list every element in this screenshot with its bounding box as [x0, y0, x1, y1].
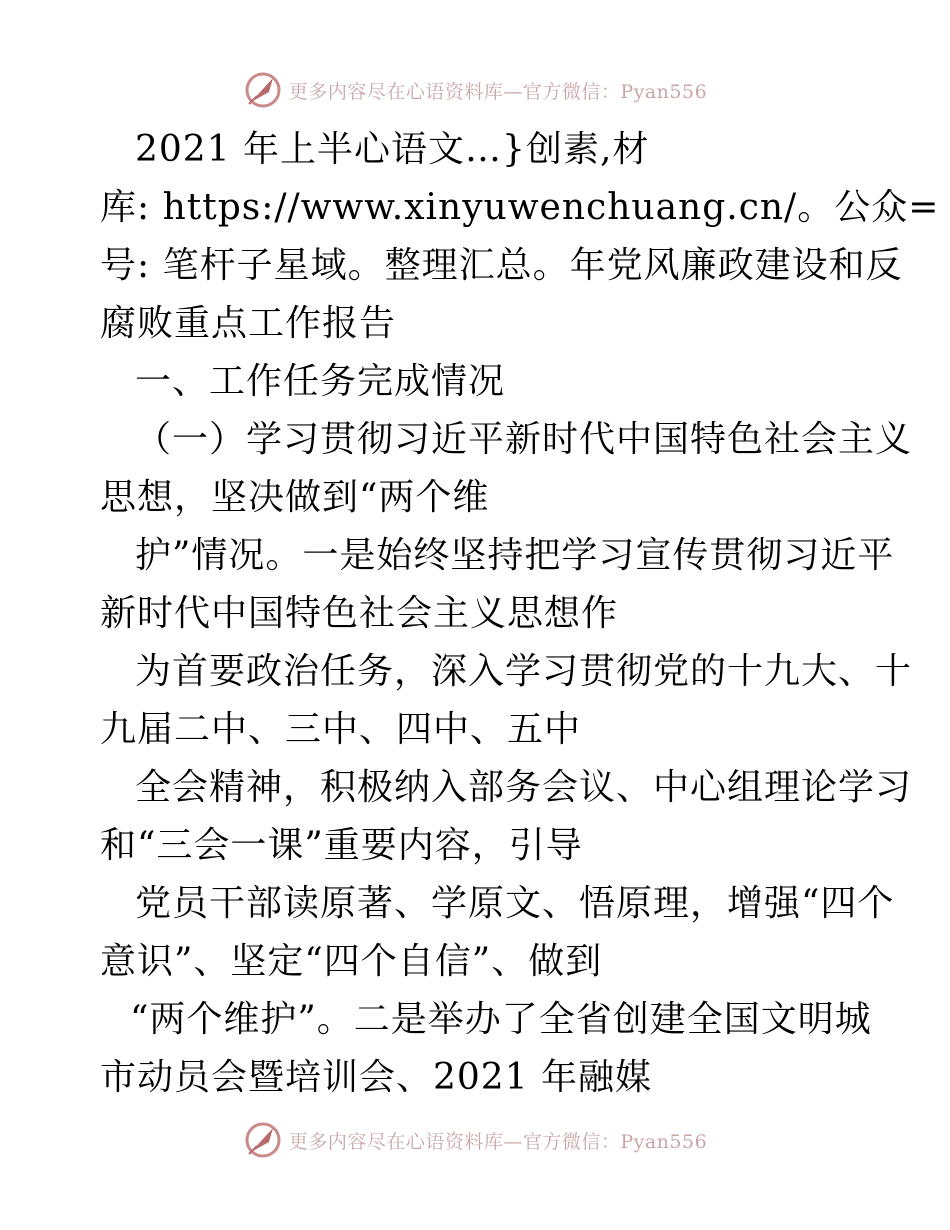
body-line: 意识”、坚定“四个自信”、做到 [100, 941, 603, 982]
body-line: 库: https://www.xinyuwenchuang.cn/。公众= [100, 187, 940, 228]
header-watermark-banner [0, 68, 950, 112]
body-line: “两个维护”。二是举办了全省创建全国文明城 [130, 999, 872, 1040]
subsection-heading: （一）学习贯彻习近平新时代中国特色社会主义 [135, 419, 913, 460]
body-line: 号: 笔杆子星域。整理汇总。年党风廉政建设和反 [100, 245, 903, 286]
body-line: 市动员会暨培训会、2021 年融媒 [100, 1057, 653, 1098]
header-watermark-text: 更多内容尽在心语资料库—官方微信：Pyan556 [288, 80, 708, 103]
feather-pen-logo-icon [243, 1120, 283, 1160]
body-line: 2021 年上半心语文…}创素,材 [135, 129, 650, 170]
footer-watermark-text: 更多内容尽在心语资料库—官方微信：Pyan556 [288, 1130, 708, 1153]
footer-watermark-banner [0, 1118, 950, 1162]
body-line: 和“三会一课”重要内容，引导 [100, 825, 583, 866]
body-line: 思想，坚决做到“两个维 [100, 477, 490, 518]
body-line: 护”情况。一是始终坚持把学习宣传贯彻习近平 [135, 535, 895, 576]
section-heading: 一、工作任务完成情况 [135, 361, 506, 402]
body-line: 为首要政治任务，深入学习贯彻党的十九大、十 [135, 651, 913, 692]
body-line: 新时代中国特色社会主义思想作 [100, 593, 619, 634]
body-line: 党员干部读原著、学原文、悟原理，增强“四个 [135, 883, 895, 924]
body-line: 全会精神，积极纳入部务会议、中心组理论学习 [135, 767, 913, 808]
body-line: 腐败重点工作报告 [100, 303, 397, 344]
body-line: 九届二中、三中、四中、五中 [100, 709, 582, 750]
feather-pen-logo-icon [243, 70, 283, 110]
